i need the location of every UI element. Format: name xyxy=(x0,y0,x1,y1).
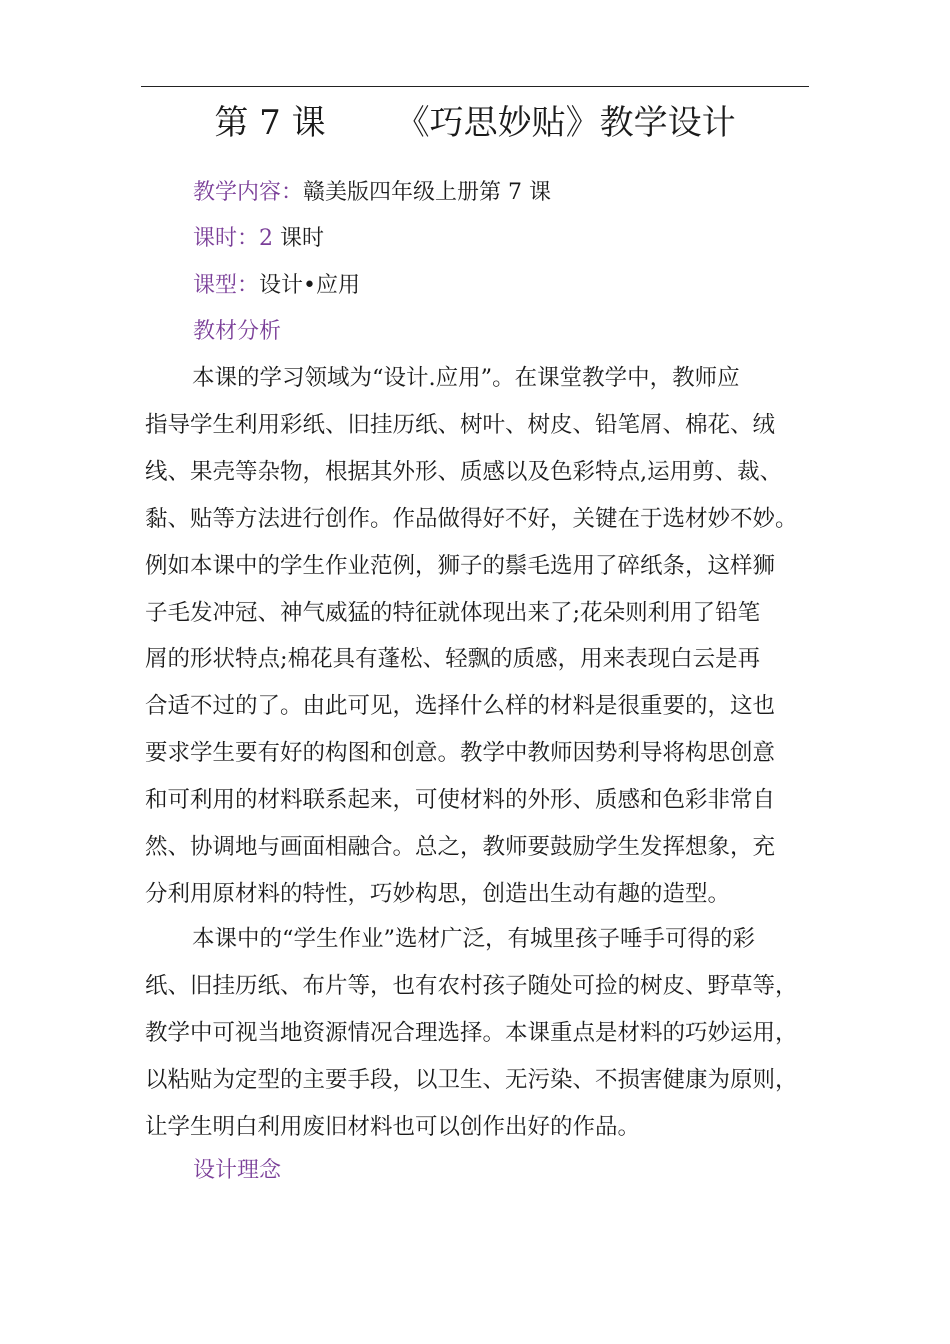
paragraph-line: 纸、旧挂历纸、布片等，也有农村孩子随处可捡的树皮、野草等， xyxy=(145,972,798,999)
paragraph-line: 要求学生要有好的构图和创意。教学中教师因势利导将构思创意 xyxy=(145,740,776,767)
paragraph-line: 让学生明白利用废旧材料也可以创作出好的作品。 xyxy=(145,1113,641,1140)
paragraph-line: 子毛发冲冠、神气威猛的特征就体现出来了;花朵则利用了铅笔 xyxy=(145,599,761,626)
paragraph-line: 屑的形状特点;棉花具有蓬松、轻飘的质感，用来表现白云是再 xyxy=(145,646,761,673)
section-heading-concept: 设计理念 xyxy=(193,1158,282,1183)
meta-hours xyxy=(193,224,324,254)
meta-content-label: 教学内容： xyxy=(193,180,304,205)
paragraph-line: 分利用原材料的特性，巧妙构思，创造出生动有趣的造型。 xyxy=(145,880,731,907)
paragraph-line: 合适不过的了。由此可见，选择什么样的材料是很重要的，这也 xyxy=(145,693,776,720)
meta-content xyxy=(193,178,551,208)
meta-type-label: 课型： xyxy=(193,273,260,298)
title-name: 《巧思妙贴》教学设计 xyxy=(395,103,736,143)
meta-hours-value: 课时 xyxy=(280,226,325,251)
page-title xyxy=(141,100,809,146)
paragraph-line: 例如本课中的学生作业范例，狮子的鬃毛选用了碎纸条，这样狮 xyxy=(145,552,776,579)
meta-type xyxy=(193,271,360,301)
paragraph-line: 教学中可视当地资源情况合理选择。本课重点是材料的巧妙运用， xyxy=(145,1019,798,1046)
top-rule xyxy=(141,86,809,87)
meta-hours-label: 课时： xyxy=(193,226,260,251)
paragraph-line: 线、果壳等杂物，根据其外形、质感以及色彩特点,运用剪、裁、 xyxy=(145,458,783,485)
paragraph-line: 黏、贴等方法进行创作。作品做得好不好，关键在于选材妙不妙。 xyxy=(145,505,798,532)
meta-type-value: 设计•应用 xyxy=(259,273,360,298)
paragraph-line: 以粘贴为定型的主要手段，以卫生、无污染、不损害健康为原则， xyxy=(145,1066,798,1093)
paragraph-line: 本课中的“学生作业”选材广泛，有城里孩子唾手可得的彩 xyxy=(192,926,756,952)
paragraph-line: 然、协调地与画面相融合。总之，教师要鼓励学生发挥想象，充 xyxy=(145,834,776,860)
meta-hours-number: 2 xyxy=(259,226,274,251)
meta-content-value: 赣美版四年级上册第 7 课 xyxy=(303,180,551,205)
section-heading-analysis: 教材分析 xyxy=(193,319,282,344)
paragraph-line: 本课的学习领域为“设计.应用”。在课堂教学中，教师应 xyxy=(192,365,740,391)
paragraph-line: 和可利用的材料联系起来，可使材料的外形、质感和色彩非常自 xyxy=(145,787,776,814)
paragraph-line: 指导学生利用彩纸、旧挂历纸、树叶、树皮、铅笔屑、棉花、绒 xyxy=(145,411,776,438)
title-lesson: 第 7 课 xyxy=(214,103,326,143)
